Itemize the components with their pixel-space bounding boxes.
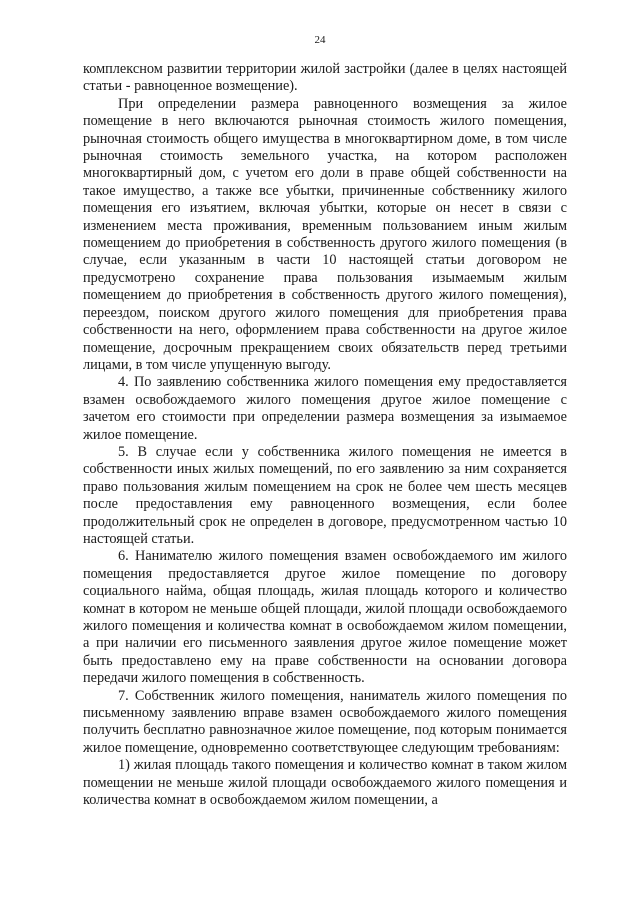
document-body xyxy=(83,61,567,809)
page-number: 24 xyxy=(314,34,326,46)
paragraph-item-7: 7. Собственник жилого помещения, наниматель жилого помещения по письменному заявлению вправе взамен освобождаемого жилого помещения получить бесплатно равнозначное жилое помещение, под которым понимается жилое помещение, одновременно соответствующее следующим требованиям: xyxy=(83,687,567,756)
paragraph-item-4: 4. По заявлению собственника жилого помещения ему предоставляется взамен освобождаемого жилого помещения другое жилое помещение с зачетом его стоимости при определении размера возмещения за изымаемое жилое помещение. xyxy=(83,374,567,443)
paragraph-continuation: комплексном развитии территории жилой застройки (далее в целях настоящей статьи - равноценное возмещение). xyxy=(83,61,567,95)
paragraph-item-7-1: 1) жилая площадь такого помещения и количество комнат в таком жилом помещении не меньше жилой площади освобождаемого жилого помещения и количества комнат в освобождаемом жилом помещении, а xyxy=(83,757,567,809)
paragraph-item-6: 6. Нанимателю жилого помещения взамен освобождаемого им жилого помещения предоставляется другое жилое помещение по договору социального найма, общая площадь, жилая площадь которого и количество комнат в котором не меньше общей площади, жилой площади освобождаемого жилого помещения и количества комнат в освобождаемом жилом помещении, а при наличии его письменного заявления другое жилое помещение может быть предоставлено ему на праве собственности на основании договора передачи жилого помещения в собственность. xyxy=(83,548,567,687)
paragraph-valuation: При определении размера равноценного возмещения за жилое помещение в него включаются рыночная стоимость жилого помещения, рыночная стоимость общего имущества в многоквартирном доме, в том числе рыночная стоимость земельного участка, на котором расположен многоквартирный дом, с учетом его доли в праве общей собственности на такое имущество, а также все убытки, причиненные собственнику жилого помещения его изъятием, включая убытки, которые он несет в связи с изменением места проживания, временным пользованием иным жилым помещением до приобретения в собственность другого жилого помещения (в случае, если указанным в части 10 настоящей статьи договором не предусмотрено сохранение права пользования изымаемым жилым помещением до приобретения в собственность другого жилого помещения), переездом, поиском другого жилого помещения для приобретения права собственности на него, оформлением права собственности на другое жилое помещение, досрочным прекращением своих обязательств перед третьими лицами, в том числе упущенную выгоду. xyxy=(83,95,567,373)
paragraph-item-5: 5. В случае если у собственника жилого помещения не имеется в собственности иных жилых помещений, по его заявлению за ним сохраняется право пользования жилым помещением на срок не более чем шесть месяцев после предоставления ему равноценного возмещения, если более продолжительный срок не определен в договоре, предусмотренном частью 10 настоящей статьи. xyxy=(83,443,567,547)
